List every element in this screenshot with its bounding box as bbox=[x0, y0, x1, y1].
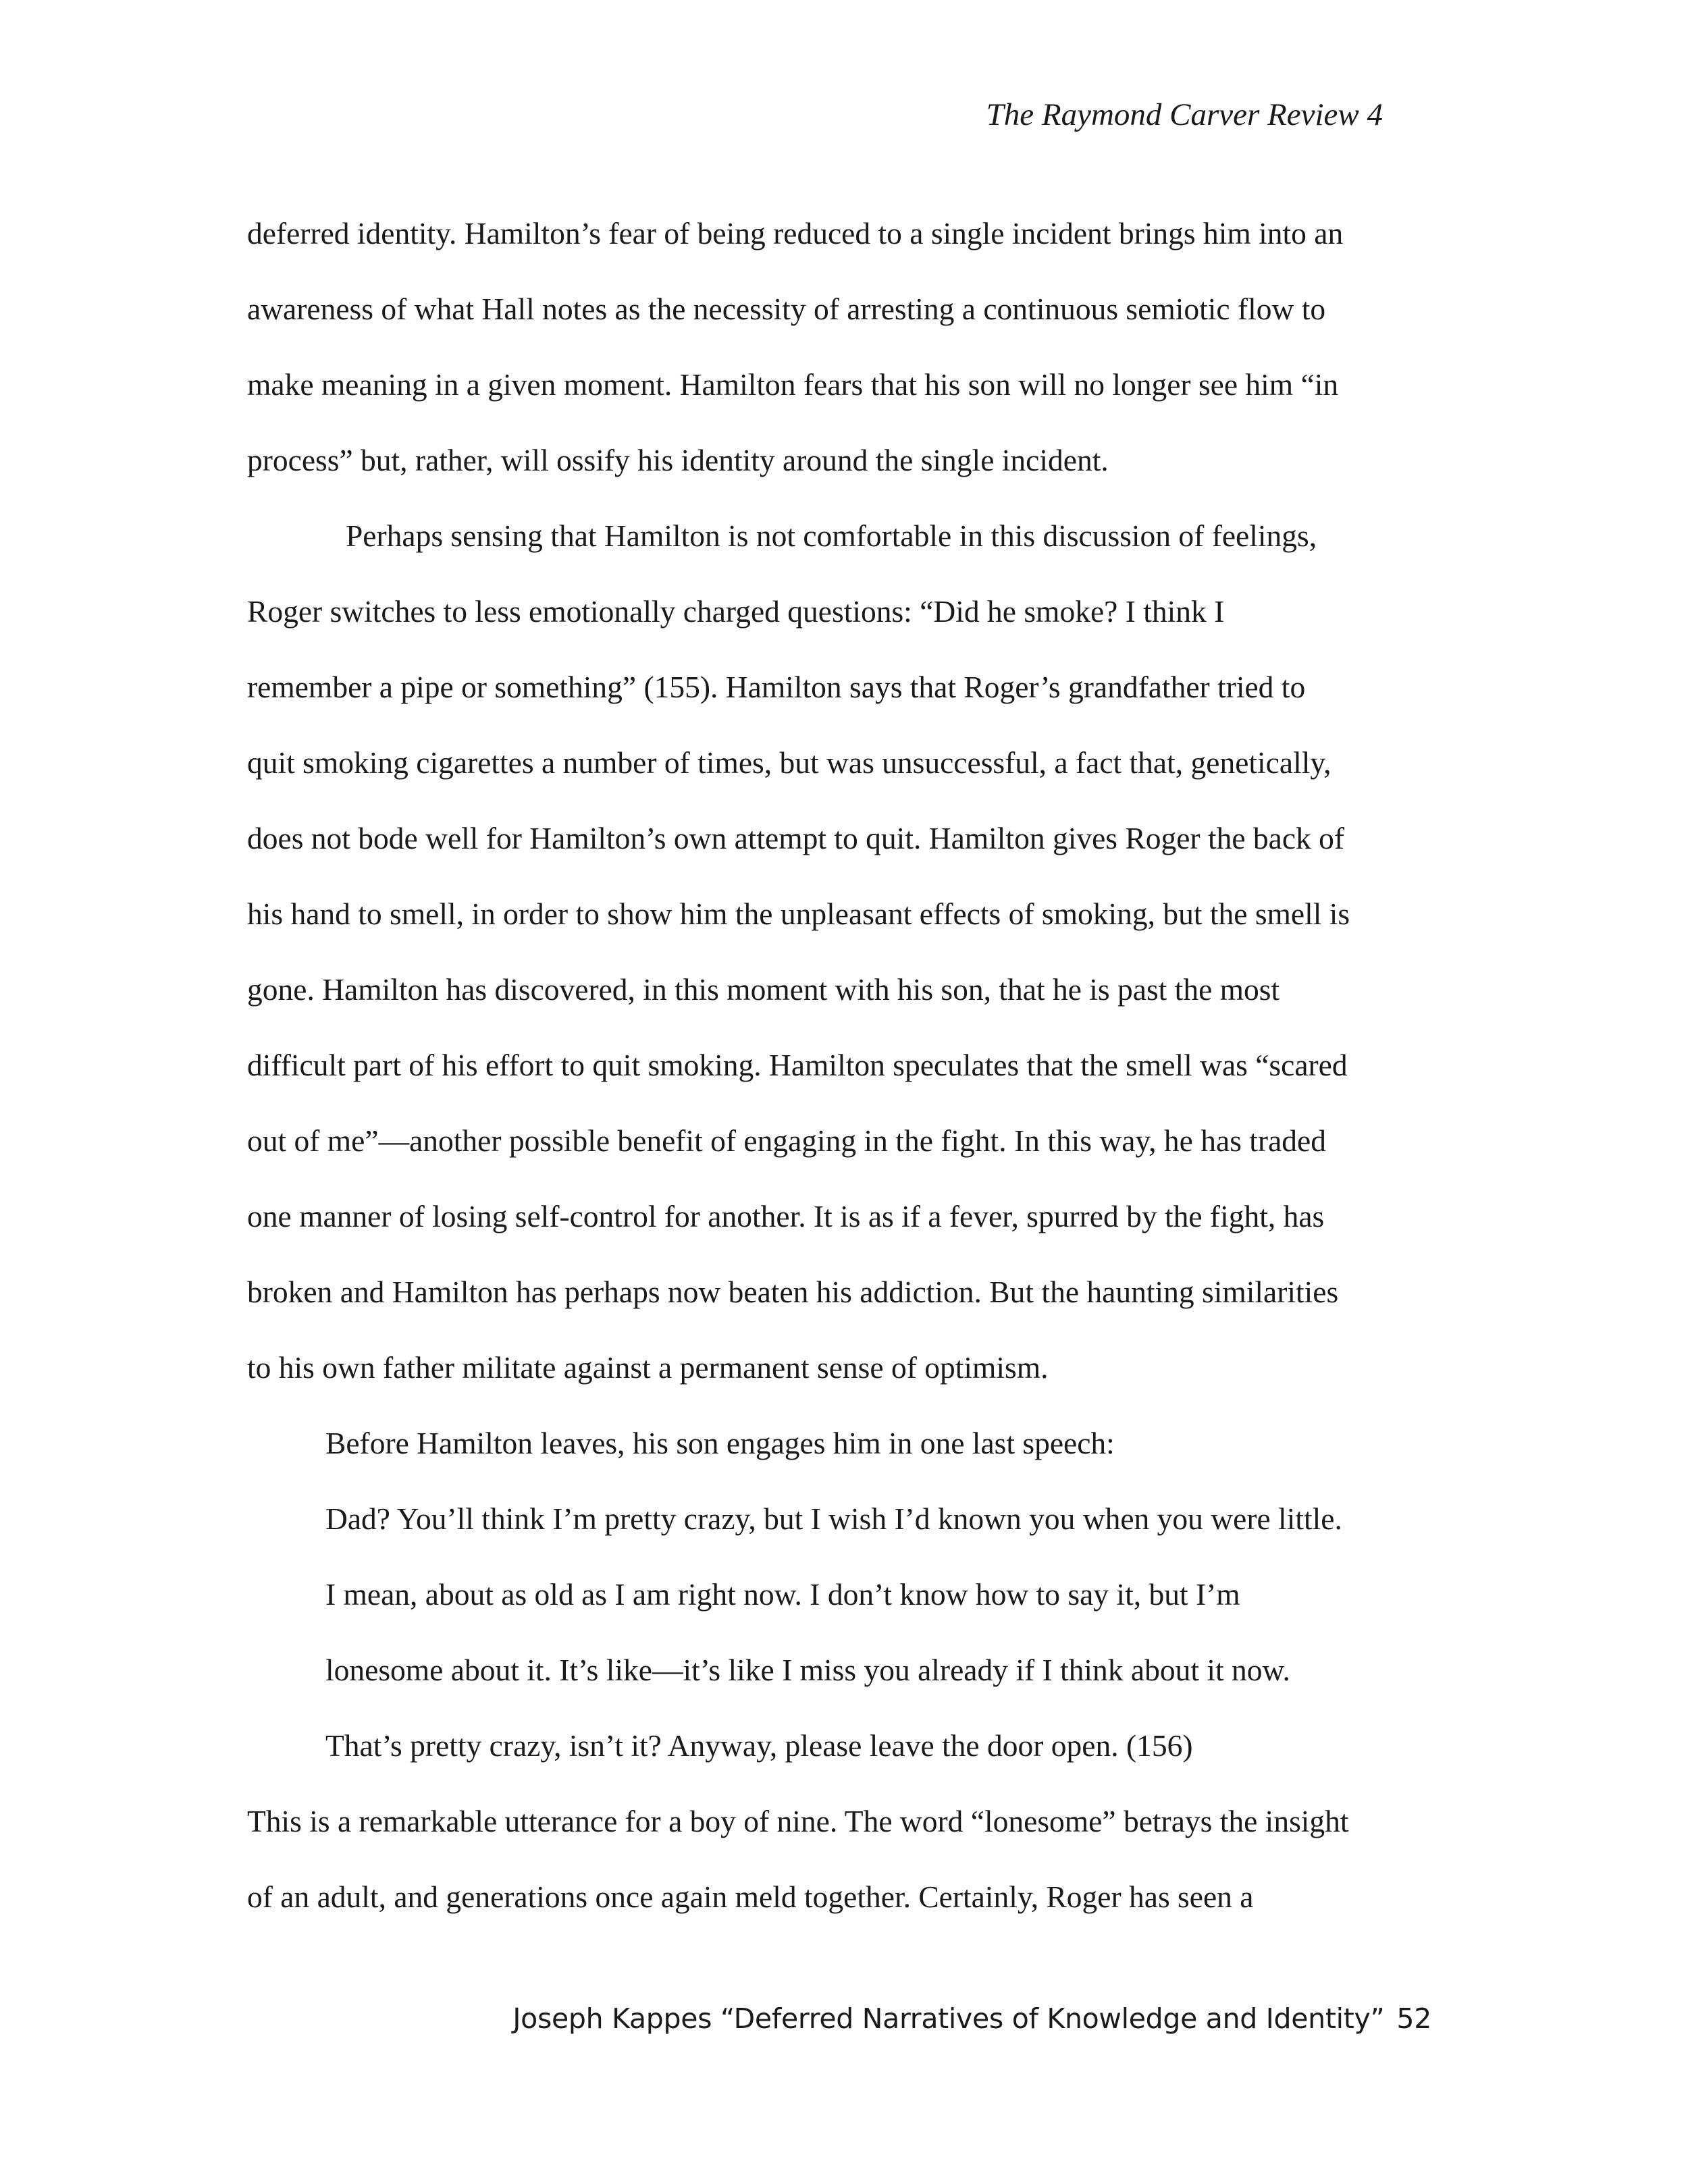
text-line: awareness of what Hall notes as the necessity of arresting a continuous semiotic flow to bbox=[247, 292, 1326, 326]
block-quote-line: That’s pretty crazy, isn’t it? Anyway, please leave the door open. (156) bbox=[325, 1728, 1193, 1763]
text-line: This is a remarkable utterance for a boy of nine. The word “lonesome” betrays the insight bbox=[247, 1804, 1349, 1838]
block-quote-line: I mean, about as old as I am right now. I don’t know how to say it, but I’m bbox=[325, 1577, 1240, 1612]
footer-author-title: Joseph Kappes “Deferred Narratives of Knowledge and Identity” bbox=[512, 2002, 1385, 2035]
text-line: to his own father militate against a permanent sense of optimism. bbox=[247, 1350, 1049, 1385]
text-line: broken and Hamilton has perhaps now beaten his addiction. But the haunting similarities bbox=[247, 1275, 1339, 1309]
text-line: of an adult, and generations once again meld together. Certainly, Roger has seen a bbox=[247, 1880, 1254, 1914]
text-line: quit smoking cigarettes a number of times, but was unsuccessful, a fact that, genetically, bbox=[247, 745, 1331, 780]
text-line: out of me”—another possible benefit of engaging in the fight. In this way, he has traded bbox=[247, 1123, 1326, 1158]
running-footer bbox=[512, 1998, 1431, 2039]
text-line: his hand to smell, in order to show him the unpleasant effects of smoking, but the smell is bbox=[247, 897, 1350, 931]
paragraph-start-line: Before Hamilton leaves, his son engages him in one last speech: bbox=[325, 1426, 1115, 1460]
text-line: difficult part of his effort to quit smoking. Hamilton speculates that the smell was “scared bbox=[247, 1048, 1348, 1082]
text-line: does not bode well for Hamilton’s own attempt to quit. Hamilton gives Roger the back of bbox=[247, 821, 1345, 855]
running-header: The Raymond Carver Review 4 bbox=[986, 97, 1383, 132]
text-line: one manner of losing self-control for another. It is as if a fever, spurred by the fight, has bbox=[247, 1199, 1325, 1233]
page-number: 52 bbox=[1396, 2002, 1431, 2035]
body-text bbox=[247, 196, 1435, 1935]
block-quote-line: Dad? You’ll think I’m pretty crazy, but I wish I’d known you when you were little. bbox=[325, 1501, 1342, 1536]
text-line: gone. Hamilton has discovered, in this moment with his son, that he is past the most bbox=[247, 972, 1280, 1007]
text-line: process” but, rather, will ossify his identity around the single incident. bbox=[247, 443, 1109, 477]
text-line: deferred identity. Hamilton’s fear of being reduced to a single incident brings him into an bbox=[247, 216, 1344, 250]
block-quote-line: lonesome about it. It’s like—it’s like I miss you already if I think about it now. bbox=[325, 1653, 1290, 1687]
text-line: remember a pipe or something” (155). Hamilton says that Roger’s grandfather tried to bbox=[247, 670, 1306, 704]
paragraph-start-line: Perhaps sensing that Hamilton is not comfortable in this discussion of feelings, bbox=[346, 518, 1317, 553]
text-line: Roger switches to less emotionally charged questions: “Did he smoke? I think I bbox=[247, 594, 1225, 629]
text-line: make meaning in a given moment. Hamilton fears that his son will no longer see him “in bbox=[247, 367, 1339, 402]
